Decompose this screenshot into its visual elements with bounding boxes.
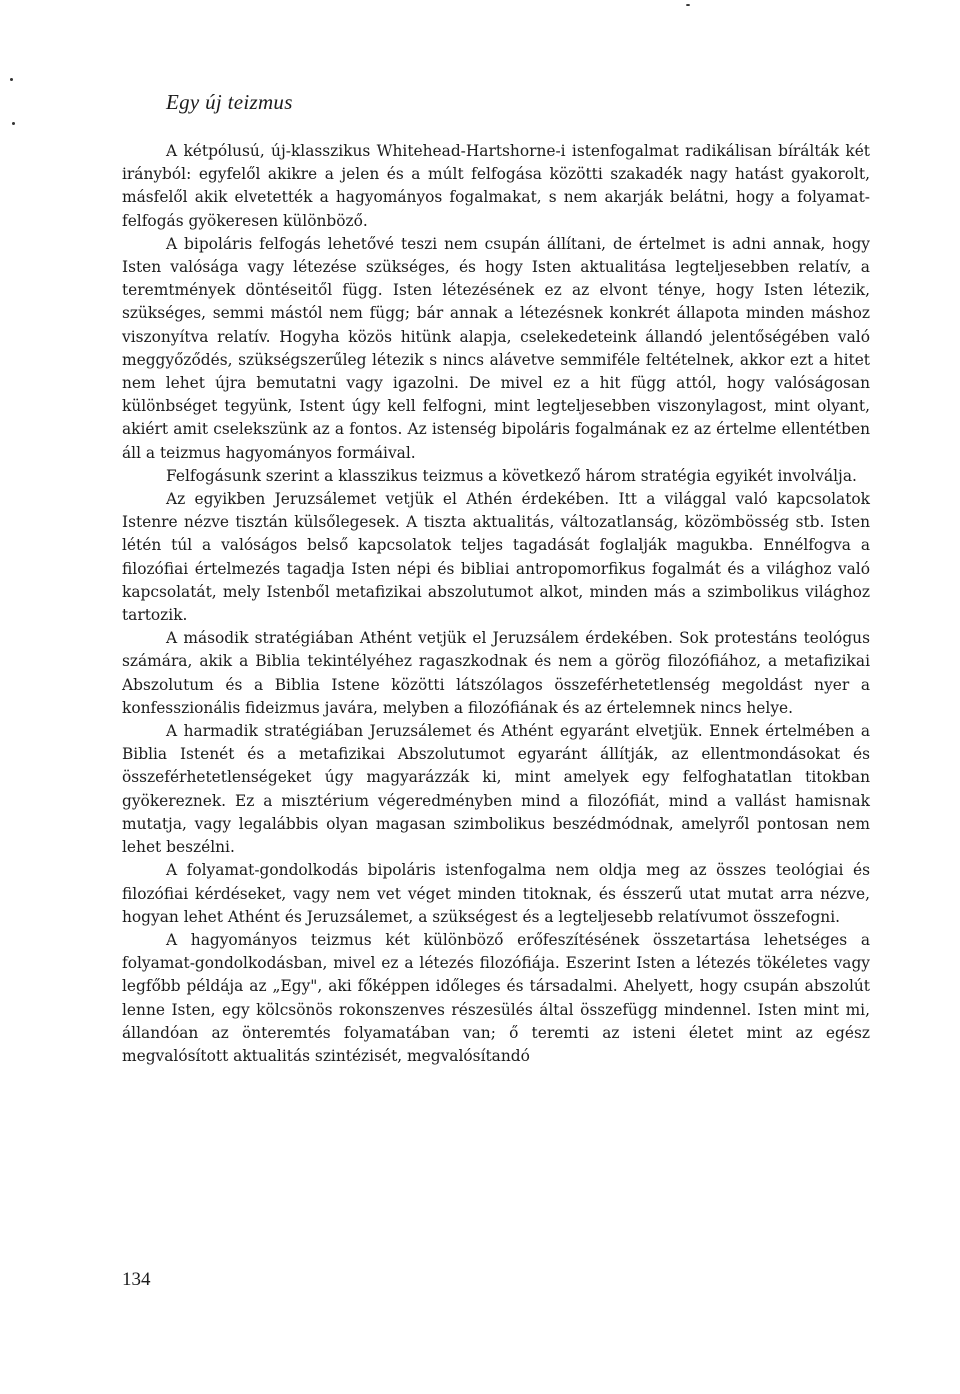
paragraph: A második stratégiában Athént vetjük el Jeruzsálem érdekében. Sok protestáns teológus számára, akik a Biblia tekintélyéhez ragaszkodnak és nem a görög filozófiához, a metafizikai Abszolutum és a Biblia Istene közötti látszólagos összeférhetetlenség megoldást nyer a konfesszionális fideizmus javára, melyben a filozófiának és az értelemnek nincs helye. — [122, 629, 870, 717]
body-text — [122, 140, 870, 1068]
scan-speck — [10, 78, 13, 81]
scan-speck — [686, 4, 690, 6]
paragraph: A hagyományos teizmus két különböző erőfeszítésének összetartása lehetséges a folyamat-gondolkodásban, mivel ez a létezés filozófiája. Eszerint Isten a létezés tökéletes vagy legfőbb példája az „Egy", aki főképpen időleges és társadalmi. Ahelyett, hogy csupán abszolút lenne Isten, egy kölcsönös rokonszenves részesülés által összefügg mindennel. Isten mint mi, állandóan az önteremtés folyamatában van; ő teremti az isteni életet mint az egész megvalósított aktualitás szintézisét, megvalósítandó — [122, 930, 870, 1065]
page-number: 134 — [122, 1269, 151, 1290]
scan-speck — [12, 122, 15, 125]
section-heading: Egy új teizmus — [166, 90, 293, 114]
paragraph: Felfogásunk szerint a klasszikus teizmus a következő három stratégia egyikét involválja. — [166, 466, 857, 485]
paragraph: Az egyikben Jeruzsálemet vetjük el Athén érdekében. Itt a világgal való kapcsolatok Istenre nézve tisztán külsőlegesek. A tiszta aktualitás, változatlanság, közömbösség stb. Isten létén túl a valóságos belső kapcsolatok teljes tagadását foglalják magukba. Ennélfogva a filozófiai értelmezés tagadja Isten népi és bibliai antropomorfikus fogalmát és a világhoz való kapcsolatát, mely Istenből metafizikai abszolutumot alkot, minden más a szimbolikus világhoz tartozik. — [122, 490, 870, 625]
paragraph: A folyamat-gondolkodás bipoláris istenfogalma nem oldja meg az összes teológiai és filozófiai kérdéseket, vagy nem vet véget minden titoknak, és ésszerű utat mutat arra nézve, hogyan lehet Athént és Jeruzsálemet, a szükségest és a legteljesebb relatívumot összefogni. — [122, 861, 870, 926]
paragraph: A bipoláris felfogás lehetővé teszi nem csupán állítani, de értelmet is adni annak, hogy Isten valósága vagy létezése szükséges, és hogy Isten aktualitása legteljesebben relatív, a teremtmények döntéseitől függ. Isten létezésének ez az elvont ténye, hogy Isten létezik, szükséges, semmi mástól nem függ; bár annak a létezésnek konkrét állapota minden máshoz viszonyítva relatív. Hogyha közös hitünk alapja, cselekedeteink állandó jelentőségében való meggyőződés, szükségszerűleg létezik s nincs alávetve semmiféle feltételnek, akkor ezt a hitet nem lehet újra bemutatni vagy igazolni. De mivel ez a hit függ attól, hogy valóságosan különbséget tegyünk, Istent úgy kell felfogni, mint legteljesebben viszonylagost, mint olyant, akiért amit cselekszünk az a fontos. Az istenség bipoláris fogalmának ez az értelme ellentétben áll a teizmus hagyományos formáival. — [122, 234, 870, 462]
paragraph: A kétpólusú, új-klasszikus Whitehead-Hartshorne-i istenfogalmat radikálisan bírálták két irányból: egyfelől akikre a jelen és a múlt felfogása közötti szakadék nagy hatást gyakorolt, másfelől akik elvetették a hagyományos fogalmakat, s nem akarják belátni, hogy a folyamat-felfogás gyökeresen különböző. — [122, 142, 870, 230]
paragraph: A harmadik stratégiában Jeruzsálemet és Athént egyaránt elvetjük. Ennek értelmében a Biblia Istenét és a metafizikai Abszolutumot egyaránt állítják, az ellentmondásokat és összeférhetetlenségeket úgy magyarázzák ki, mint amelyek egy felfoghatatlan titokban gyökereznek. Ez a misztérium végeredményben mind a filozófiát, mind a vallást hamisnak mutatja, vagy legalábbis olyan magasan szimbolikus beszédmódnak, amelyről pontosan nem lehet beszélni. — [122, 722, 870, 857]
